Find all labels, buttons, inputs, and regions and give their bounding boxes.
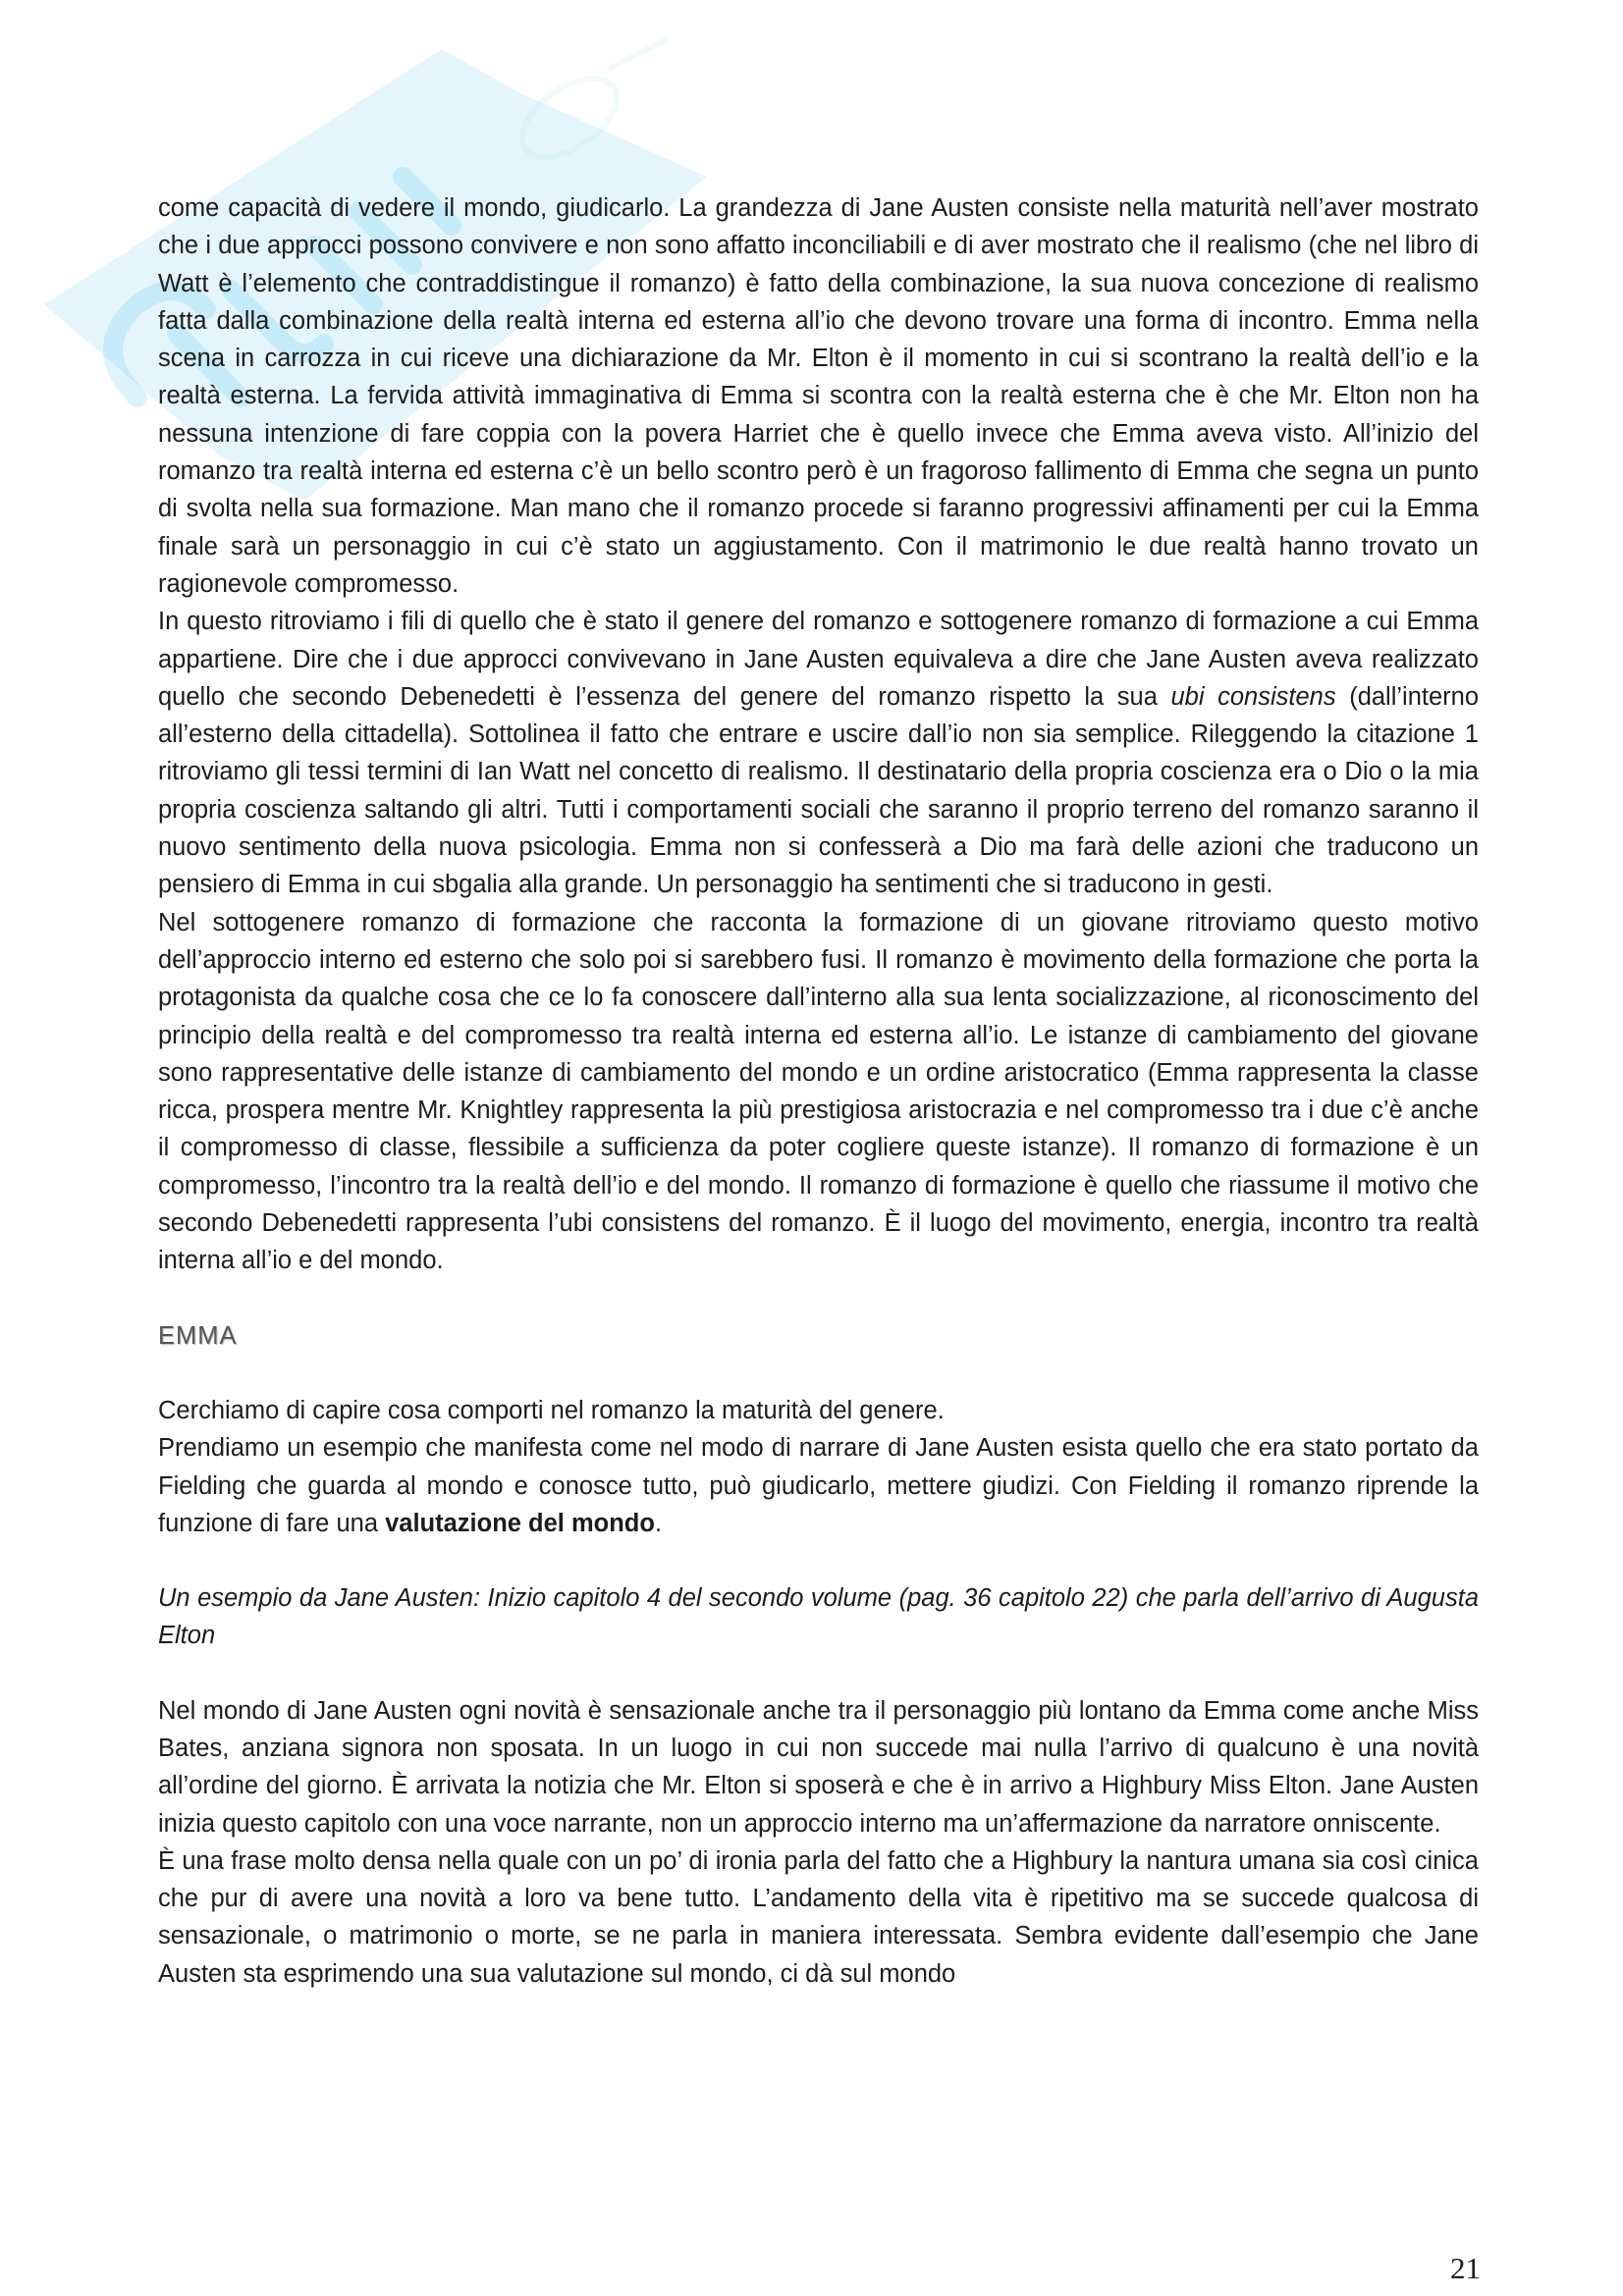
paragraph: Cerchiamo di capire cosa comporti nel romanzo la maturità del genere. <box>158 1396 945 1424</box>
section-heading: EMMA <box>158 1321 238 1350</box>
paragraph-text: Prendiamo un esempio che manifesta come nel modo di narrare di Jane Austen esista quello che era stato portato da Fielding che guarda al mondo e conosce tutto, può giudicarlo, mettere giudizi. Con Fielding il romanzo riprende la funzione di fare una <box>158 1434 1479 1537</box>
bold-term: valutazione del mondo <box>385 1509 655 1537</box>
paragraph: È una frase molto densa nella quale con un po’ di ironia parla del fatto che a Highbury la nantura umana sia così cinica che pur di avere una novità a loro va bene tutto. L’andamento della vita è ripetitivo ma se succede qualcosa di sensazionale, o matrimonio o morte, se ne parla in maniera interessata. Sembra evidente dall’esempio che Jane Austen sta esprimendo una sua valutazione sul mondo, ci dà sul mondo <box>158 1846 1479 1988</box>
paragraph <box>158 1429 1479 1542</box>
paragraph <box>158 603 1479 903</box>
page-number: 21 <box>1450 2251 1481 2285</box>
italic-caption: Un esempio da Jane Austen: Inizio capitolo 4 del secondo volume (pag. 36 capitolo 22) che parla dell’arrivo di Augusta Elton <box>158 1584 1479 1650</box>
spacer <box>158 1280 1479 1317</box>
paragraph-text: In questo ritroviamo i fili di quello che è stato il genere del romanzo e sottogenere romanzo di formazione a cui Emma appartiene. Dire che i due approcci convivevano in Jane Austen equivaleva a dire che Jane Austen aveva realizzato quello che secondo Debenedetti è l’essenza del genere del romanzo rispetto la sua <box>158 608 1479 711</box>
spacer <box>158 1355 1479 1392</box>
paragraph: come capacità di vedere il mondo, giudicarlo. La grandezza di Jane Austen consiste nella maturità nell’aver mostrato che i due approcci possono convivere e non sono affatto inconciliabili e di aver mostrato che il realismo (che nel libro di Watt è l’elemento che contraddistingue il romanzo) è fatto della combinazione, la sua nuova concezione di realismo fatta dalla combinazione della realtà interna ed esterna all’io che devono trovare una forma di incontro. Emma nella scena in carrozza in cui riceve una dichiarazione da Mr. Elton è il momento in cui si scontrano la realtà dell’io e la realtà esterna. La fervida attività immaginativa di Emma si scontra con la realtà esterna che è che Mr. Elton non ha nessuna intenzione di fare coppia con la povera Harriet che è quello invece che Emma aveva visto. All’inizio del romanzo tra realtà interna ed esterna c’è un bello scontro però è un fragoroso fallimento di Emma che segna un punto di svolta nella sua formazione. Man mano che il romanzo procede si faranno progressivi affinamenti per cui la Emma finale sarà un personaggio in cui c’è stato un aggiustamento. Con il matrimonio le due realtà hanno trovato un ragionevole compromesso. <box>158 194 1479 598</box>
paragraph-text: . <box>654 1509 663 1537</box>
spacer <box>158 1542 1479 1579</box>
spacer <box>158 1655 1479 1692</box>
paragraph-text: (dall’interno all’esterno della cittadella). Sottolinea il fatto che entrare e uscire dall’io non sia semplice. Rileggendo la citazione 1 ritroviamo gli tessi termini di Ian Watt nel concetto di realismo. Il destinatario della propria coscienza era o Dio o la mia propria coscienza saltando gli altri. Tutti i comportamenti sociali che saranno il proprio terreno del romanzo saranno il nuovo sentimento della nuova psicologia. Emma non si confesserà a Dio ma farà delle azioni che traducono un pensiero di Emma in cui sbgalia alla grande. Un personaggio ha sentimenti che si traducono in gesti. <box>158 682 1480 899</box>
italic-term: ubi consistens <box>1170 682 1336 711</box>
paragraph: Nel mondo di Jane Austen ogni novità è sensazionale anche tra il personaggio più lontano da Emma come anche Miss Bates, anziana signora non sposata. In un luogo in cui non succede mai nulla l’arrivo di qualcuno è una novità all’ordine del giorno. È arrivata la notizia che Mr. Elton si sposerà e che è in arrivo a Highbury Miss Elton. Jane Austen inizia questo capitolo con una voce narrante, non un approccio interno ma un’affermazione da narratore onniscente. <box>158 1696 1479 1838</box>
paragraph: Nel sottogenere romanzo di formazione che racconta la formazione di un giovane ritroviamo questo motivo dell’approccio interno ed esterno che solo poi si sarebbero fusi. Il romanzo è movimento della formazione che porta la protagonista da qualche cosa che ce lo fa conoscere dall’interno alla sua lenta socializzazione, al riconoscimento del principio della realtà e del compromesso tra realtà interna ed esterna all’io. Le istanze di cambiamento del giovane sono rappresentative delle istanze di cambiamento del mondo e un ordine aristocratico (Emma rappresenta la classe ricca, prospera mentre Mr. Knightley rappresenta la più prestigiosa aristocrazia e nel compromesso tra i due c’è anche il compromesso di classe, flessibile a sufficienza da poter cogliere queste istanze). Il romanzo di formazione è un compromesso, l’incontro tra la realtà dell’io e del mondo. Il romanzo di formazione è quello che riassume il motivo che secondo Debenedetti rappresenta l’ubi consistens del romanzo. È il luogo del movimento, energia, incontro tra realtà interna all’io e del mondo. <box>158 908 1479 1275</box>
page-body <box>158 189 1479 1993</box>
